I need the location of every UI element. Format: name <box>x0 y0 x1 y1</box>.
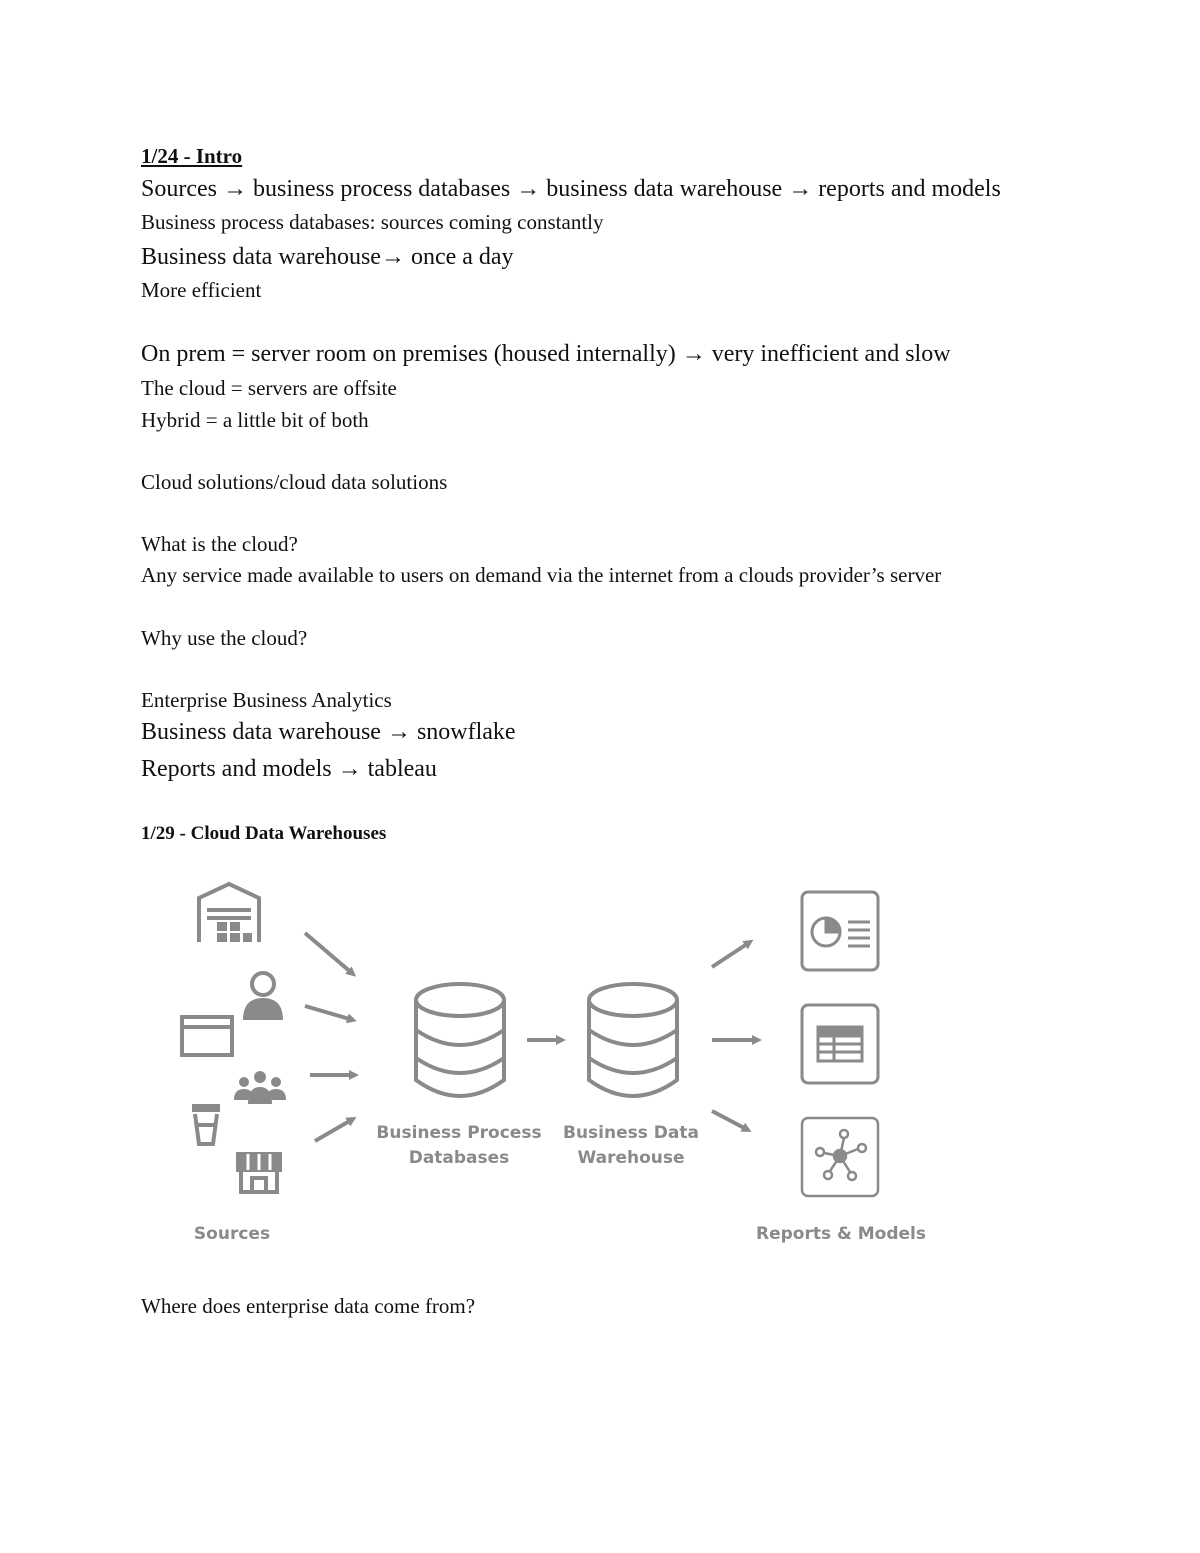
why-line: Why use the cloud? <box>141 626 308 650</box>
table-report-icon <box>802 1005 878 1083</box>
storefront-icon <box>238 1154 280 1192</box>
cdw-heading: 1/29 - Cloud Data Warehouses <box>141 823 387 844</box>
flow-line: Sources → business process databases → business data warehouse → reports and models <box>141 176 1001 202</box>
data-flow-diagram <box>0 870 1200 1260</box>
bdw-label-line1: Business Data <box>563 1123 699 1143</box>
coffee-cup-icon <box>192 1104 220 1144</box>
business-data-warehouse-icon <box>589 984 677 1096</box>
business-process-database-icon <box>416 984 504 1096</box>
output-arrows <box>712 942 758 1130</box>
where-line: Where does enterprise data come from? <box>141 1294 476 1318</box>
eba-line: Enterprise Business Analytics <box>141 688 392 712</box>
solutions-line: Cloud solutions/cloud data solutions <box>141 470 448 494</box>
bpd-line: Business process databases: sources coming constantly <box>141 210 604 234</box>
bpd-label-line1: Business Process <box>376 1123 542 1143</box>
cloud-line: The cloud = servers are offsite <box>141 376 397 400</box>
reports-models-label: Reports & Models <box>756 1224 926 1244</box>
sources-label: Sources <box>193 1224 271 1244</box>
person-icon <box>243 973 283 1020</box>
onprem-line: On prem = server room on premises (housed internally) → very inefficient and slow <box>141 341 951 367</box>
any-line: Any service made available to users on demand via the internet from a clouds provider’s server <box>141 563 942 587</box>
tableau-line: Reports and models → tableau <box>141 756 437 782</box>
bdw-label-line2: Warehouse <box>577 1148 685 1168</box>
pie-report-icon <box>802 892 878 970</box>
browser-window-icon <box>182 1017 232 1055</box>
snowflake-line: Business data warehouse → snowflake <box>141 719 516 745</box>
efficient-line: More efficient <box>141 278 262 302</box>
source-arrows <box>305 933 355 1141</box>
network-model-icon <box>802 1118 878 1196</box>
what-line: What is the cloud? <box>141 532 298 556</box>
bpd-label-line2: Databases <box>408 1148 510 1168</box>
group-icon <box>234 1071 286 1104</box>
hybrid-line: Hybrid = a little bit of both <box>141 408 369 432</box>
bdw-line: Business data warehouse→ once a day <box>141 244 514 270</box>
warehouse-icon <box>199 884 259 942</box>
intro-heading: 1/24 - Intro <box>141 144 243 168</box>
